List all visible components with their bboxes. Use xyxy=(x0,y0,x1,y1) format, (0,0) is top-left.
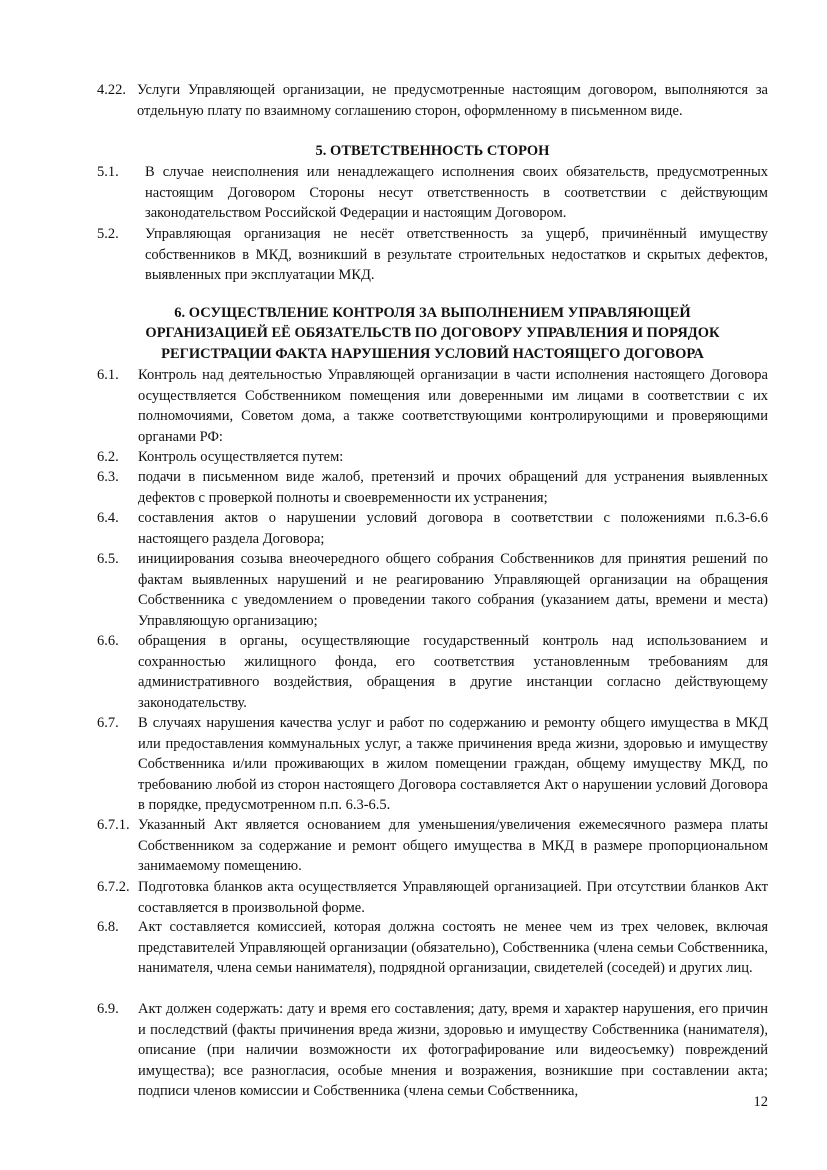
clause-text: Услуги Управляющей организации, не предусмотренные настоящим договором, выполняются за отдельную плату по взаимному соглашению сторон, оформленному в письменном виде. xyxy=(137,82,768,119)
clause-number: 6.6. xyxy=(97,633,119,649)
clause-number: 4.22. xyxy=(97,82,126,98)
clause-number: 6.7.2. xyxy=(97,879,130,895)
clause-5-2 xyxy=(97,224,768,286)
clause-6-5 xyxy=(97,549,768,631)
section-6-title-line-2: ОРГАНИЗАЦИЕЙ ЕЁ ОБЯЗАТЕЛЬСТВ ПО ДОГОВОРУ УПРАВЛЕНИЯ И ПОРЯДОК xyxy=(145,325,720,341)
clause-6-9 xyxy=(97,999,768,1102)
clause-text: Контроль над деятельностью Управляющей организации в части исполнения настоящего Договора осуществляется Собственником помещения или доверенными им лицами в соответствии с их полномочиями, Советом дома, а также соответствующими контролирующими и проверяющими органами РФ: xyxy=(138,367,768,445)
clause-text: подачи в письменном виде жалоб, претензий и прочих обращений для устранения выявленных дефектов с проверкой полноты и своевременности их устранения; xyxy=(138,469,768,506)
clause-text: Управляющая организация не несёт ответственность за ущерб, причинённый имуществу собственников в МКД, возникший в результате строительных недостатков и скрытых дефектов, выявленных при эксплуатации МКД. xyxy=(145,226,768,283)
clause-number: 6.2. xyxy=(97,449,119,465)
section-6-title-line-1: 6. ОСУЩЕСТВЛЕНИЕ КОНТРОЛЯ ЗА ВЫПОЛНЕНИЕМ УПРАВЛЯЮЩЕЙ xyxy=(174,305,691,321)
clause-6-3 xyxy=(97,467,768,508)
clause-6-6 xyxy=(97,631,768,713)
clause-number: 6.5. xyxy=(97,551,119,567)
clause-6-7-2 xyxy=(97,877,768,918)
clause-text: Акт должен содержать: дату и время его составления; дату, время и характер нарушения, его причин и последствий (факты причинения вреда жизни, здоровью и имуществу Собственника (нанимателя), описание (при наличии возможности их фотографирование или видеосъемку) повреждений имущества); все разногласия, особые мнения и возражения, возникшие при составлении акта; подписи членов комиссии и Собственника (члена семьи Собственника, xyxy=(138,1001,768,1099)
clause-text: обращения в органы, осуществляющие государственный контроль над использованием и сохранностью жилищного фонда, его соответствия установленным требованиям для административного воздействия, обращения в другие инстанции согласно действующему законодательству. xyxy=(138,633,768,711)
clause-number: 6.7. xyxy=(97,715,119,731)
clause-6-7 xyxy=(97,713,768,816)
clause-text: Акт составляется комиссией, которая должна состоять не менее чем из трех человек, включая представителей Управляющей организации (обязательно), Собственника (члена семьи Собственника, нанимателя, члена семьи нанимателя), подрядной организации, свидетелей (соседей) и других лиц. xyxy=(138,919,768,976)
clause-text: Подготовка бланков акта осуществляется Управляющей организацией. При отсутствии бланков Акт составляется в произвольной форме. xyxy=(138,879,768,916)
clause-text: В случаях нарушения качества услуг и работ по содержанию и ремонту общего имущества в МКД или предоставления коммунальных услуг, а также причинения вреда жизни, здоровью и имуществу Собственника и/или проживающих в жилом помещении граждан, общему имуществу МКД, по требованию любой из сторон настоящего Договора составляется Акт о нарушении условий Договора в порядке, предусмотренном п.п. 6.3-6.5. xyxy=(138,715,768,813)
clause-6-1 xyxy=(97,365,768,447)
clause-number: 6.3. xyxy=(97,469,119,485)
clause-text: Контроль осуществляется путем: xyxy=(138,449,344,465)
clause-number: 6.4. xyxy=(97,510,119,526)
clause-text: В случае неисполнения или ненадлежащего исполнения своих обязательств, предусмотренных настоящим Договором Стороны несут ответственность в соответствии с действующим законодательством Российской Федерации и настоящим Договором. xyxy=(145,164,768,221)
section-6-title-line-3: РЕГИСТРАЦИИ ФАКТА НАРУШЕНИЯ УСЛОВИЙ НАСТОЯЩЕГО ДОГОВОРА xyxy=(161,346,704,362)
clause-4-22 xyxy=(97,80,768,121)
clause-text: Указанный Акт является основанием для уменьшения/увеличения ежемесячного размера платы Собственником за содержание и ремонт общего имущества в МКД в размере пропорциональном занимаемому помещению. xyxy=(138,817,768,874)
page-number: 12 xyxy=(753,1094,768,1110)
clause-6-8 xyxy=(97,917,768,979)
clause-6-7-1 xyxy=(97,815,768,877)
clause-6-4 xyxy=(97,508,768,549)
clause-number: 6.8. xyxy=(97,919,119,935)
clause-text: инициирования созыва внеочередного общего собрания Собственников для принятия решений по фактам выявленных нарушений и не реагированию Управляющей организации на обращения Собственника с уведомлением о проведении такого собрания (указанием даты, времени и места) Управляющую организацию; xyxy=(138,551,768,629)
clause-number: 6.1. xyxy=(97,367,119,383)
clause-number: 6.7.1. xyxy=(97,817,130,833)
clause-number: 5.1. xyxy=(97,164,119,180)
clause-6-2 xyxy=(97,447,768,468)
section-5-title: 5. ОТВЕТСТВЕННОСТЬ СТОРОН xyxy=(315,143,550,159)
clause-number: 6.9. xyxy=(97,1001,119,1017)
clause-text: составления актов о нарушении условий договора в соответствии с положениями п.6.3-6.6 настоящего раздела Договора; xyxy=(138,510,768,547)
clause-number: 5.2. xyxy=(97,226,119,242)
clause-5-1 xyxy=(97,162,768,224)
